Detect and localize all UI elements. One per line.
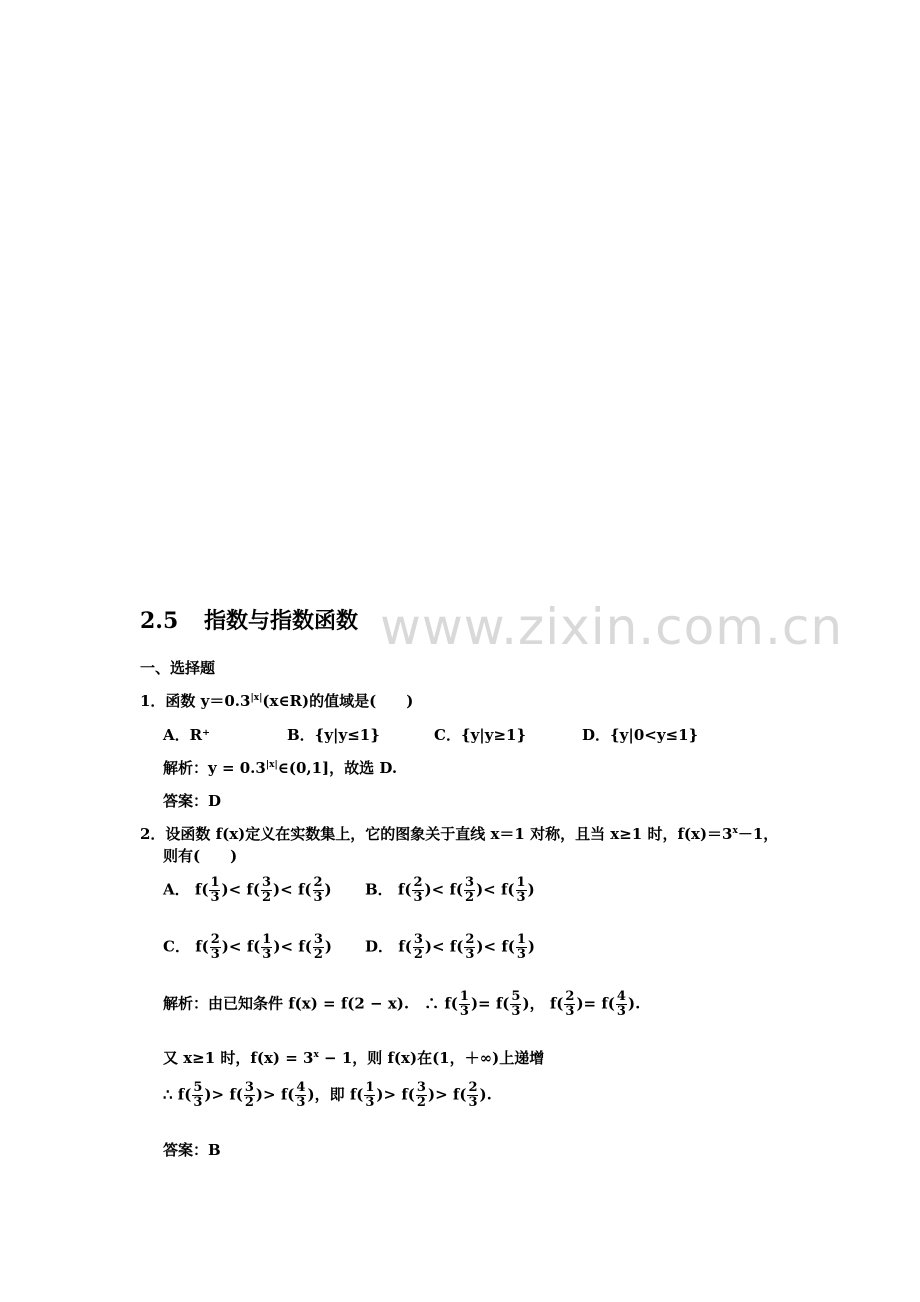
fraction: $\frac{3}{2}$	[261, 875, 272, 905]
q2-analysis-line1: 解析：由已知条件 f(x) = f(2 − x). ∴ f( $\frac{1}{3}$ )= f( $\frac{5}{3}$ )， f( $\frac{2}{3}$ )= f( $\frac{4}{3}$ ).	[163, 989, 641, 1019]
fraction: $\frac{2}{3}$	[565, 989, 575, 1019]
q2-option-d: D． f( $\frac{3}{2}$ )< f( $\frac{2}{3}$ )< f( $\frac{1}{3}$ )	[365, 932, 536, 962]
fraction: $\frac{1}{3}$	[459, 989, 469, 1019]
fraction: $\frac{2}{3}$	[313, 875, 323, 905]
q1-option-d: D．{y|0<y≤1}	[582, 726, 699, 744]
fraction: $\frac{1}{3}$	[365, 1080, 375, 1110]
fraction: $\frac{4}{3}$	[616, 989, 626, 1019]
q2-analysis-line3: ∴ f( $\frac{5}{3}$ )> f( $\frac{3}{2}$ )> f( $\frac{4}{3}$ )，即 f( $\frac{1}{3}$ )> f( $\frac{3}{2}$ )> f( $\frac{2}{3}$ ).	[163, 1080, 492, 1110]
q2-option-b: B． f( $\frac{2}{3}$ )< f( $\frac{3}{2}$ )< f( $\frac{1}{3}$ )	[365, 875, 535, 905]
fraction: $\frac{5}{3}$	[193, 1080, 203, 1110]
q1-answer: 答案：D	[163, 792, 222, 810]
fraction: $\frac{3}{2}$	[244, 1080, 254, 1110]
q1-analysis: 解析：$y = 0.3^{|x|}\in(0,1]$，故选 D.	[163, 759, 398, 777]
fraction: $\frac{2}{3}$	[468, 1080, 478, 1110]
fraction: $\frac{4}{3}$	[296, 1080, 306, 1110]
section-name: 指数与指数函数	[204, 608, 359, 634]
q2-stem-line1: 2．设函数 f(x)定义在实数集上，它的图象关于直线 x＝1 对称，且当 x≥1 时，$f(x)=3^x-1$，	[140, 825, 779, 843]
fraction: $\frac{1}{3}$	[210, 875, 220, 905]
fraction: $\frac{2}{3}$	[210, 932, 220, 962]
q1-option-c: C．{y|y≥1}	[434, 726, 527, 744]
q1-option-a: A．R⁺	[163, 726, 211, 744]
fraction: $\frac{3}{2}$	[313, 932, 323, 962]
section-number: 2.5	[140, 608, 179, 634]
q1-stem: 1．函数 $y=0.3^{|x|}(x\in R)$的值域是( )	[140, 692, 414, 710]
fraction: $\frac{2}{3}$	[465, 932, 475, 962]
q2-stem-line2: 则有( )	[163, 847, 238, 865]
q1-option-b: B．{y|y≤1}	[287, 726, 380, 744]
fraction: $\frac{1}{3}$	[516, 875, 526, 905]
fraction: $\frac{3}{2}$	[413, 932, 423, 962]
fraction: $\frac{1}{3}$	[516, 932, 526, 962]
fraction: $\frac{5}{3}$	[511, 989, 521, 1019]
part-heading: 一、选择题	[140, 659, 216, 677]
q2-option-c: C． f( $\frac{2}{3}$ )< f( $\frac{1}{3}$ )< f( $\frac{3}{2}$ )	[163, 932, 332, 962]
fraction: $\frac{3}{2}$	[416, 1080, 426, 1110]
q2-answer: 答案：B	[163, 1141, 221, 1159]
fraction: $\frac{1}{3}$	[262, 932, 272, 962]
fraction: $\frac{2}{3}$	[413, 875, 423, 905]
q2-analysis-line2: 又 x≥1 时，$f(x) = 3^x - 1$，则 f(x)在(1，＋∞)上递增	[163, 1049, 545, 1067]
section-title	[140, 604, 358, 635]
fraction: $\frac{3}{2}$	[465, 875, 475, 905]
watermark: www.zixin.com.cn	[380, 598, 844, 656]
q2-option-a: A． f( $\frac{1}{3}$ )< f( $\frac{3}{2}$ )< f( $\frac{2}{3}$ )	[163, 875, 332, 905]
